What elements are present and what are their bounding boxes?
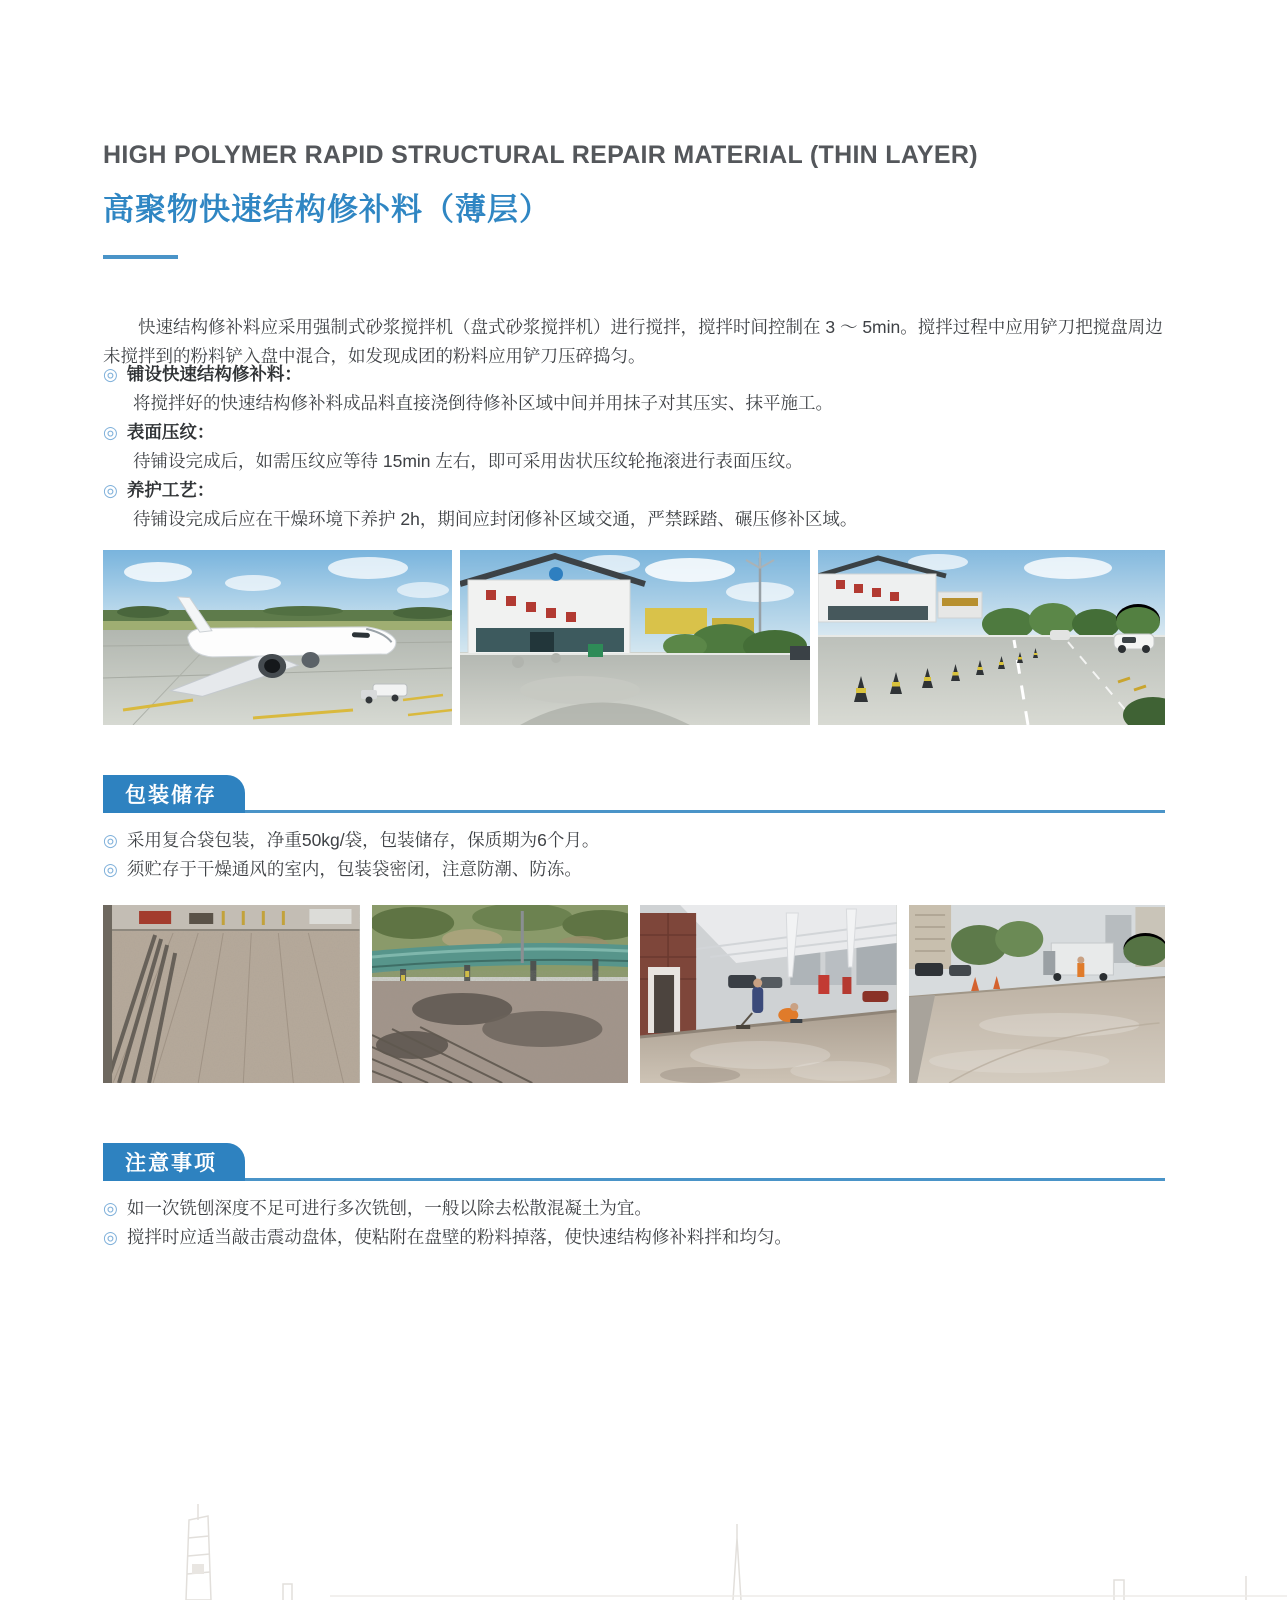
procedure-description: 待铺设完成后应在干燥环境下养护 2h，期间应封闭修补区域交通，严禁踩踏、碾压修补区域。 <box>133 509 858 529</box>
list-item <box>103 360 1165 417</box>
procedure-heading <box>103 360 1165 389</box>
section-divider-line <box>103 1178 1165 1181</box>
photo-row-construction <box>103 905 1165 1083</box>
photo-airplane-apron <box>103 550 452 725</box>
list-item <box>103 855 1165 884</box>
procedure-label: 表面压纹： <box>126 422 215 442</box>
procedure-label: 养护工艺： <box>126 480 215 500</box>
skyline-footer-decoration <box>0 1480 1287 1600</box>
photo-milled-surface <box>103 905 360 1083</box>
photo-gas-station-repair-image <box>640 905 897 1083</box>
title-underline <box>103 255 178 259</box>
photo-milled-surface-image <box>103 905 360 1083</box>
photo-road-with-cones <box>818 550 1165 725</box>
photo-fresh-pavement-image <box>909 905 1166 1083</box>
photo-guardrail-pavement-image <box>372 905 629 1083</box>
photo-service-area-building <box>460 550 810 725</box>
circle-bullet-icon: ◎ <box>103 365 118 384</box>
intro-paragraph: 快速结构修补料应采用强制式砂浆搅拌机（盘式砂浆搅拌机）进行搅拌，搅拌时间控制在 3 ～ 5min。搅拌过程中应用铲刀把搅盘周边未搅拌到的粉料铲入盘中混合，如发现成团的粉料应用铲刀压碎捣匀。 <box>103 316 1163 366</box>
procedure-heading <box>103 418 1165 447</box>
photo-service-area-building-image <box>460 550 810 725</box>
list-item <box>103 826 1165 855</box>
procedure-list <box>103 360 1165 534</box>
section-badge-precautions <box>103 1143 245 1181</box>
procedure-description: 待铺设完成后，如需压纹应等待 15min 左右，即可采用齿状压纹轮拖滚进行表面压纹。 <box>133 451 803 471</box>
photo-guardrail-pavement <box>372 905 629 1083</box>
page-title-english: HIGH POLYMER RAPID STRUCTURAL REPAIR MATERIAL (THIN LAYER) <box>103 141 978 169</box>
section-title: 包装储存 <box>125 784 217 807</box>
procedure-heading <box>103 476 1165 505</box>
procedure-label: 铺设快速结构修补料： <box>126 364 302 384</box>
section-title: 注意事项 <box>125 1152 217 1175</box>
list-item <box>103 418 1165 475</box>
list-item <box>103 476 1165 533</box>
list-item-text: 须贮存于干燥通风的室内，包装袋密闭，注意防潮、防冻。 <box>126 859 582 879</box>
list-item <box>103 1194 1165 1223</box>
list-item <box>103 1223 1165 1252</box>
procedure-description: 将搅拌好的快速结构修补料成品料直接浇倒待修补区域中间并用抹子对其压实、抹平施工。 <box>133 393 833 413</box>
circle-bullet-icon: ◎ <box>103 831 118 850</box>
list-item-text: 搅拌时应适当敲击震动盘体，使粘附在盘壁的粉料掉落，使快速结构修补料拌和均匀。 <box>126 1227 792 1247</box>
section-divider-line <box>103 810 1165 813</box>
photo-gas-station-repair <box>640 905 897 1083</box>
circle-bullet-icon: ◎ <box>103 1199 118 1218</box>
list-item-text: 采用复合袋包装，净重50kg/袋，包装储存，保质期为6个月。 <box>126 830 600 850</box>
photo-road-with-cones-image <box>818 550 1165 725</box>
circle-bullet-icon: ◎ <box>103 860 118 879</box>
page-title-chinese: 高聚物快速结构修补料（薄层） <box>103 192 551 227</box>
photo-airplane-apron-image <box>103 550 452 725</box>
circle-bullet-icon: ◎ <box>103 423 118 442</box>
section-badge-packaging-storage <box>103 775 245 813</box>
circle-bullet-icon: ◎ <box>103 481 118 500</box>
photo-row-applications <box>103 550 1165 725</box>
photo-fresh-pavement <box>909 905 1166 1083</box>
circle-bullet-icon: ◎ <box>103 1228 118 1247</box>
packaging-storage-list <box>103 826 1165 884</box>
precautions-list <box>103 1194 1165 1252</box>
list-item-text: 如一次铣刨深度不足可进行多次铣刨，一般以除去松散混凝土为宜。 <box>126 1198 652 1218</box>
